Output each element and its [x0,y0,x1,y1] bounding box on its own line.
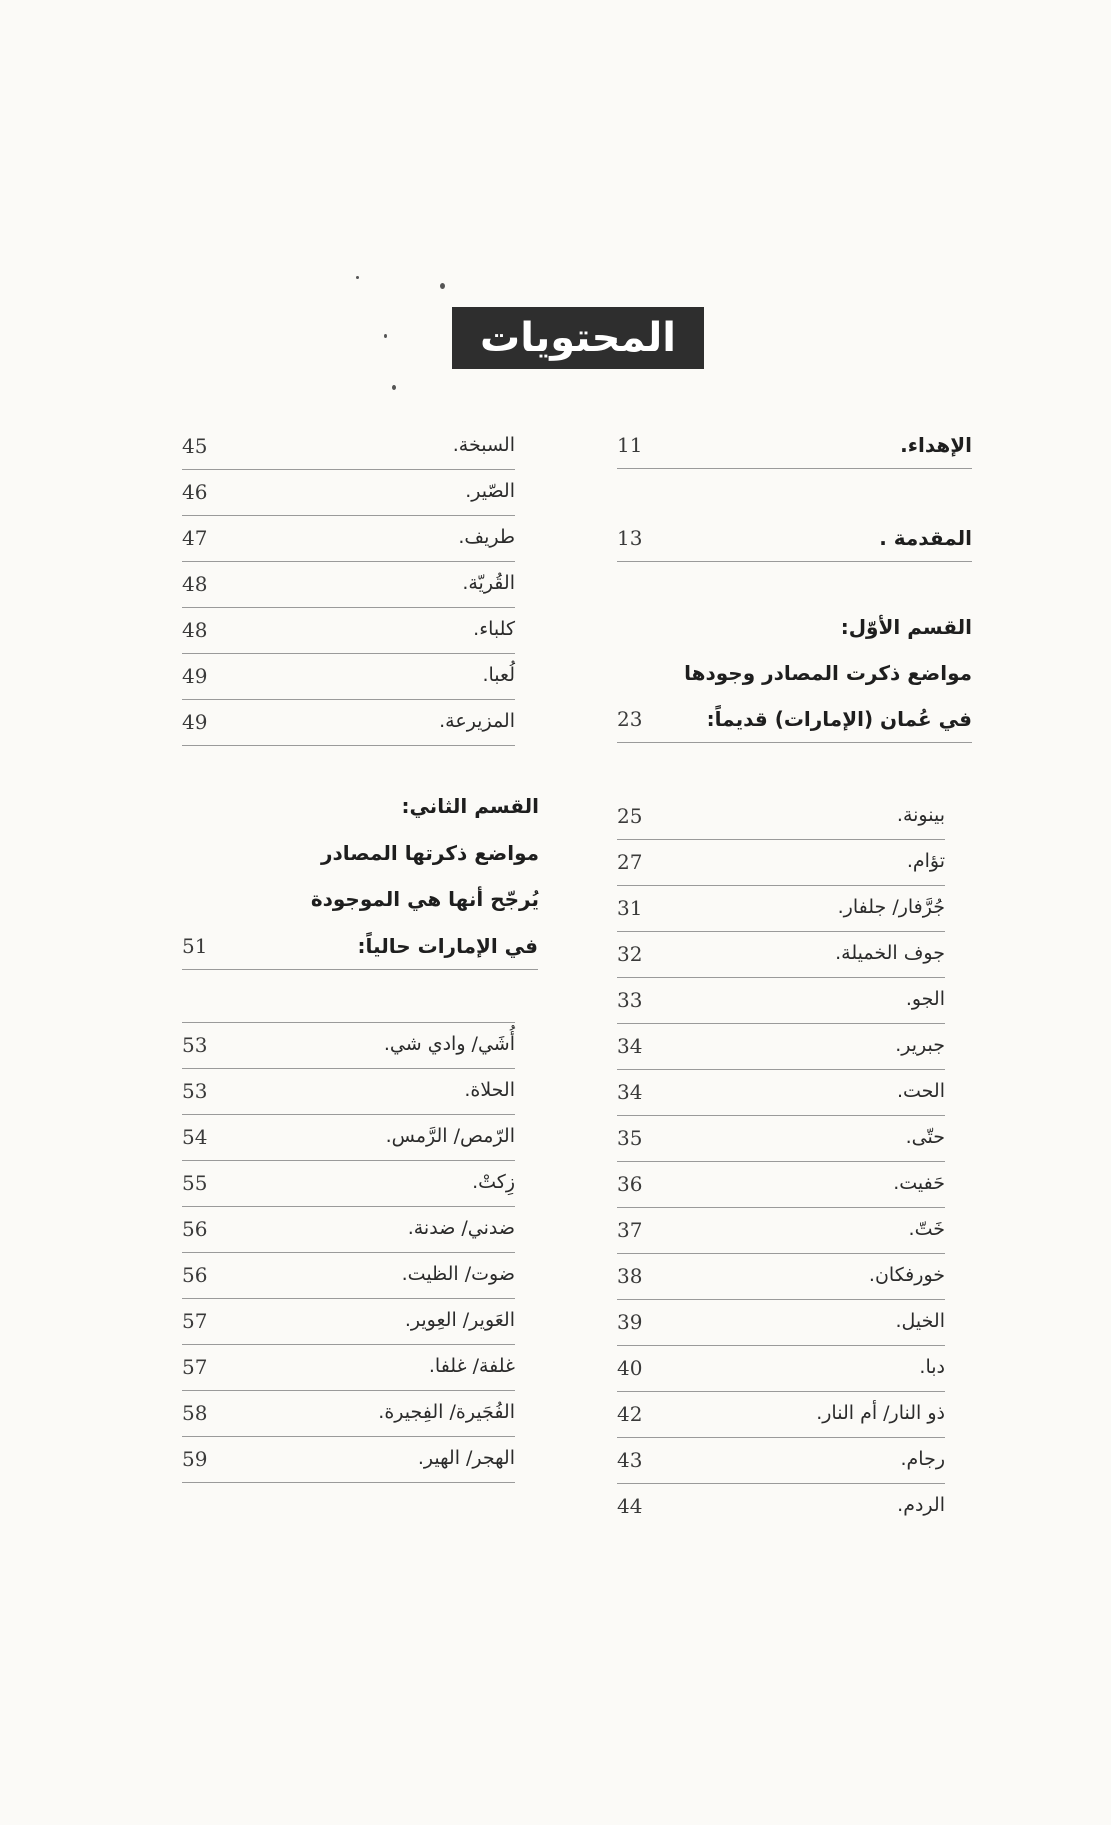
entry-label: تؤام. [906,850,945,872]
section2-heading-line1: القسم الثاني: [401,794,539,818]
paper-speck [384,334,387,338]
entry-page: 49 [182,664,208,688]
entry-page: 56 [182,1217,208,1241]
toc-entry[interactable] [182,424,515,470]
entry-page: 59 [182,1447,208,1471]
entry-label: حتّى. [905,1126,945,1148]
entry-page: 32 [617,942,643,966]
entry-page: 51 [182,934,208,958]
toc-entry[interactable] [617,1208,945,1254]
toc-entry[interactable] [617,1300,945,1346]
entry-label: الجو. [905,988,945,1010]
toc-entry-introduction[interactable] [617,516,972,562]
toc-entry[interactable] [182,1207,515,1253]
toc-entry[interactable] [617,794,945,840]
toc-entry[interactable] [617,1438,945,1484]
toc-entry-section2[interactable] [182,924,538,970]
entry-page: 37 [617,1218,643,1242]
entry-label: خَتّ. [908,1218,945,1240]
entry-label: الخيل. [895,1310,945,1332]
toc-entry[interactable] [617,1254,945,1300]
entry-page: 55 [182,1171,208,1195]
entry-page: 23 [617,707,643,731]
entry-page: 40 [617,1356,643,1380]
toc-entry[interactable] [182,1253,515,1299]
toc-entry[interactable] [182,654,515,700]
toc-entry-section1[interactable] [617,697,972,743]
entry-label: زِكتْ. [472,1171,515,1193]
entry-label: الإهداء. [900,433,972,457]
toc-entry[interactable] [617,1024,945,1070]
entry-label: طريف. [458,526,515,548]
toc-entry[interactable] [182,1023,515,1069]
entry-label: القُريّة. [462,572,515,594]
toc-entry[interactable] [182,1345,515,1391]
entry-label: جُرَّفار/ جلفار. [837,896,945,918]
toc-entry[interactable] [182,562,515,608]
entry-page: 48 [182,618,208,642]
entry-page: 35 [617,1126,643,1150]
section2-heading-line2: مواضع ذكرتها المصادر [320,841,539,865]
toc-entry[interactable] [617,1346,945,1392]
toc-entry[interactable] [617,1484,945,1530]
entry-label: لُعبا. [482,664,515,686]
entry-label: في عُمان (الإمارات) قديماً: [706,707,972,731]
entry-label: المزيرعة. [439,710,515,732]
entry-label: الرّمص/ الرَّمس. [385,1125,515,1147]
entry-page: 43 [617,1448,643,1472]
entry-label: أُشَي/ وادي شي. [383,1033,515,1055]
entry-page: 56 [182,1263,208,1287]
entry-page: 33 [617,988,643,1012]
entry-label: خورفكان. [868,1264,945,1286]
entry-label: حَفيت. [893,1172,945,1194]
section-divider [182,977,515,1023]
entry-label: رجام. [900,1448,945,1470]
section1-heading-line2: مواضع ذكرت المصادر وجودها [684,661,972,685]
toc-entry-dedication[interactable] [617,423,972,469]
entry-label: غلفة/ غلفا. [428,1355,515,1377]
entry-page: 47 [182,526,208,550]
entry-label: الردم. [897,1494,945,1516]
entry-page: 53 [182,1079,208,1103]
section1-heading-line1: القسم الأوّل: [840,615,972,639]
toc-entry[interactable] [182,516,515,562]
toc-entry[interactable] [617,1070,945,1116]
section2-heading-line3: يُرجّح أنها هي الموجودة [310,887,539,911]
page-title: المحتويات [452,307,704,369]
toc-entry[interactable] [617,1162,945,1208]
toc-entry[interactable] [617,886,945,932]
entry-page: 38 [617,1264,643,1288]
paper-speck [392,385,396,390]
entry-page: 53 [182,1033,208,1057]
entry-page: 25 [617,804,643,828]
toc-entry[interactable] [182,1391,515,1437]
entry-page: 57 [182,1309,208,1333]
entry-page: 27 [617,850,643,874]
toc-entry[interactable] [617,932,945,978]
entry-label: الهجر/ الهير. [417,1447,515,1469]
entry-label: الحلاة. [464,1079,515,1101]
entry-page: 54 [182,1125,208,1149]
entry-page: 57 [182,1355,208,1379]
entry-label: الصّير. [465,480,515,502]
entry-label: جبرير. [895,1034,945,1056]
entry-label: العَوير/ العِوير. [404,1309,515,1331]
toc-entry[interactable] [182,608,515,654]
toc-entry[interactable] [617,840,945,886]
entry-label: كلباء. [473,618,515,640]
entry-page: 48 [182,572,208,596]
toc-entry[interactable] [182,1115,515,1161]
entry-page: 45 [182,434,208,458]
entry-page: 34 [617,1034,643,1058]
toc-entry[interactable] [182,1299,515,1345]
entry-page: 42 [617,1402,643,1426]
entry-page: 44 [617,1494,643,1518]
entry-label: في الإمارات حالياً: [357,934,538,958]
toc-entry[interactable] [182,700,515,746]
toc-entry[interactable] [182,1437,515,1483]
entry-page: 31 [617,896,643,920]
entry-label: الفُجَيرة/ الفِجيرة. [378,1401,515,1423]
toc-entry[interactable] [182,470,515,516]
entry-label: المقدمة . [879,526,972,550]
entry-label: بينونة. [896,804,945,826]
toc-entry[interactable] [182,1069,515,1115]
entry-label: ضدني/ ضدنة. [407,1217,515,1239]
entry-label: ضوت/ الظيت. [401,1263,515,1285]
entry-label: جوف الخميلة. [835,942,945,964]
entry-page: 39 [617,1310,643,1334]
entry-page: 13 [617,526,643,550]
entry-page: 34 [617,1080,643,1104]
entry-page: 46 [182,480,208,504]
entry-label: ذو النار/ أم النار. [816,1402,945,1424]
toc-entry[interactable] [182,1161,515,1207]
paper-speck [440,283,445,289]
toc-entry[interactable] [617,1392,945,1438]
toc-entry[interactable] [617,1116,945,1162]
paper-speck [356,276,359,279]
entry-label: دبا. [919,1356,945,1378]
entry-page: 11 [617,433,643,457]
entry-label: الحت. [896,1080,945,1102]
entry-page: 49 [182,710,208,734]
entry-page: 58 [182,1401,208,1425]
toc-entry[interactable] [617,978,945,1024]
entry-label: السبخة. [452,434,515,456]
entry-page: 36 [617,1172,643,1196]
